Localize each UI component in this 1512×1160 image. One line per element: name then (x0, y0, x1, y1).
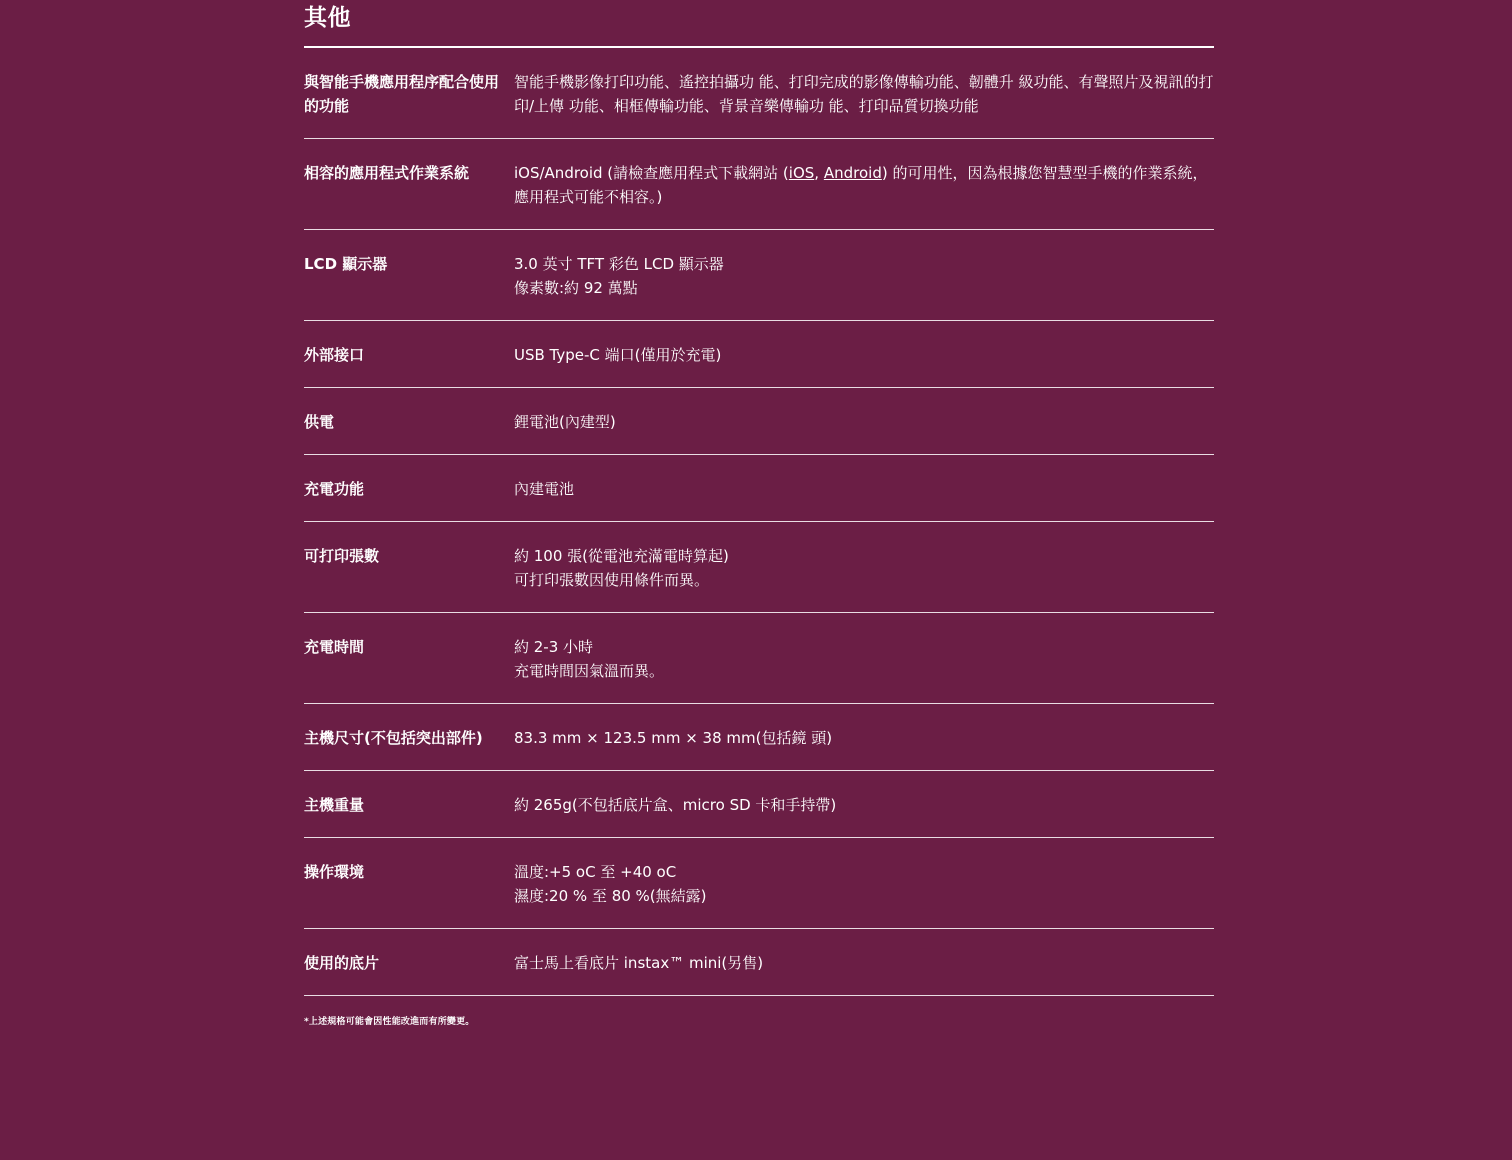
spec-footnote: *上述規格可能會因性能改進而有所變更。 (304, 1017, 475, 1027)
spec-label: 相容的應用程式作業系統 (304, 164, 470, 182)
spec-value (514, 726, 1214, 750)
spec-row-film (304, 929, 1214, 996)
spec-value (514, 951, 1214, 975)
os-text-separator: , (814, 164, 824, 182)
spec-row-app-functions (304, 48, 1214, 139)
spec-value-line: 約 265g(不包括底片盒、micro SD 卡和手持帶) (514, 796, 837, 814)
spec-value (514, 410, 1214, 434)
spec-label: 使用的底片 (304, 954, 380, 972)
spec-value (514, 544, 1214, 592)
spec-value-line: 可打印張數因使用條件而異。 (514, 571, 710, 589)
spec-value (514, 70, 1214, 118)
spec-value-line: 3.0 英寸 TFT 彩色 LCD 顯示器 (514, 255, 724, 273)
spec-label: 供電 (304, 413, 335, 431)
spec-label: 可打印張數 (304, 547, 380, 565)
spec-value (514, 860, 1214, 908)
android-link[interactable]: Android (823, 164, 882, 182)
spec-value-line: 富士馬上看底片 instax™ mini(另售) (514, 954, 764, 972)
spec-row-operating-environment (304, 838, 1214, 929)
spec-label: 充電時間 (304, 638, 365, 656)
spec-label: 操作環境 (304, 863, 365, 881)
spec-value (514, 635, 1214, 683)
spec-row-lcd (304, 230, 1214, 321)
spec-value (514, 161, 1214, 209)
spec-section (304, 0, 1214, 1027)
spec-row-external-port (304, 321, 1214, 388)
spec-row-charging (304, 455, 1214, 522)
spec-label: 主機重量 (304, 796, 365, 814)
spec-row-charging-time (304, 613, 1214, 704)
spec-value-line: 鋰電池(內建型) (514, 413, 616, 431)
spec-value (514, 343, 1214, 367)
spec-row-compatible-os (304, 139, 1214, 230)
spec-label: LCD 顯示器 (304, 255, 388, 273)
spec-value-line: 83.3 mm × 123.5 mm × 38 mm(包括鏡 頭) (514, 729, 833, 747)
spec-value-line: 約 100 張(從電池充滿電時算起) (514, 547, 729, 565)
spec-row-dimensions (304, 704, 1214, 771)
spec-value (514, 252, 1214, 300)
spec-value-line: 約 2-3 小時 (514, 638, 594, 656)
spec-row-weight (304, 771, 1214, 838)
spec-value-line: 充電時間因氣溫而異。 (514, 662, 665, 680)
os-text-suffix: ) 的可用性，因為根據您智慧型手機的作業系統，應用程式可能不相容。) (514, 164, 1208, 206)
section-title: 其他 (304, 0, 1214, 48)
spec-value-line: 智能手機影像打印功能、遙控拍攝功 能、打印完成的影像傳輸功能、韌體升 級功能、有聲照片及視訊的打印/上傳 功能、相框傳輸功能、背景音樂傳輸功 能、打印品質切換功能 (514, 73, 1214, 115)
os-text-prefix: iOS/Android (請檢查應用程式下載網站 ( (514, 164, 789, 182)
spec-value-line: 濕度:20 % 至 80 %(無結露) (514, 887, 707, 905)
spec-row-power (304, 388, 1214, 455)
spec-value (514, 477, 1214, 501)
spec-row-print-count (304, 522, 1214, 613)
ios-link[interactable]: iOS (788, 164, 815, 182)
spec-label: 與智能手機應用程序配合使用的功能 (304, 73, 500, 115)
spec-value-line: 內建電池 (514, 480, 575, 498)
spec-value-line: 像素數:約 92 萬點 (514, 279, 638, 297)
spec-label: 充電功能 (304, 480, 365, 498)
spec-value-line: USB Type-C 端口(僅用於充電) (514, 346, 722, 364)
spec-label: 外部接口 (304, 346, 365, 364)
spec-value (514, 793, 1214, 817)
spec-label: 主機尺寸(不包括突出部件) (304, 729, 483, 747)
spec-value-line: 溫度:+5 oC 至 +40 oC (514, 863, 677, 881)
